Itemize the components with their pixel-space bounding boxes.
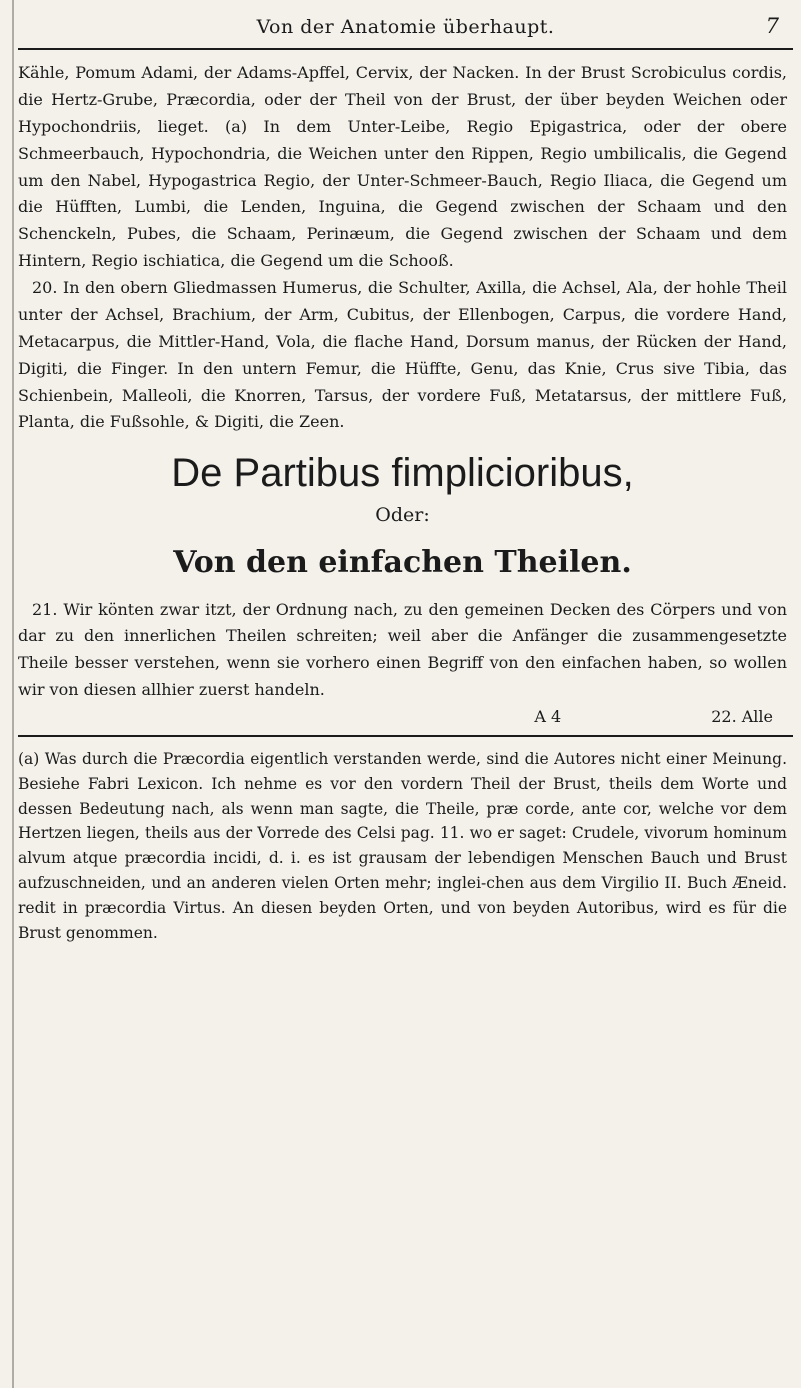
running-header xyxy=(18,10,793,46)
section-title-latin: De Partibus fimplicioribus, xyxy=(171,451,634,496)
main-text xyxy=(18,60,793,731)
running-head-title: Von der Anatomie überhaupt. xyxy=(256,16,555,38)
paragraph-21: 21. Wir könten zwar itzt, der Ordnung nach, zu den gemeinen Decken des Cörpers und von dar zu den innerlichen Theilen schreiten; weil aber die Anfänger die zusammengesetzte Theile besser verstehen, wenn sie vorhero einen Begriff von den einfachen haben, so wollen wir von diesen allhier zuerst handeln. xyxy=(18,599,787,700)
signature-line xyxy=(18,704,787,731)
page-number: 7 xyxy=(765,14,779,38)
section-oder: Oder: xyxy=(375,504,430,527)
paragraph-19-continued: Kähle, Pomum Adami, der Adams-Apffel, Cervix, der Nacken. In der Brust Scrobiculus cordis, die Hertz-Grube, Præcordia, oder der Theil von der Brust, der über beyden Weichen oder Hypochondriis, lieget. (a) In dem Unter-Leibe, Regio Epigastrica, oder der obere Schmeerbauch, Hypochondria, die Weichen unter den Rippen, Regio umbilicalis, die Gegend um den Nabel, Hypogastrica Regio, der Unter-Schmeer-Bauch, Regio Iliaca, die Gegend um die Hüfften, Lumbi, die Lenden, Inguina, die Gegend zwischen der Schaam und den Schenckeln, Pubes, die Schaam, Perinæum, die Gegend zwischen der Schaam und dem Hintern, Regio ischiatica, die Gegend um die Schooß. xyxy=(18,63,787,271)
book-page xyxy=(18,10,793,945)
catchword: 22. Alle xyxy=(711,707,773,727)
binding-edge-line xyxy=(12,0,14,1388)
paragraph-20: 20. In den obern Gliedmassen Humerus, die Schulter, Axilla, die Achsel, Ala, der hohle Theil unter der Achsel, Brachium, der Arm, Cubitus, der Ellenbogen, Carpus, die vordere Hand, Metacarpus, die Mittler-Hand, Vola, die flache Hand, Dorsum manus, der Rücken der Hand, Digiti, die Finger. In den untern Femur, die Hüffte, Genu, das Knie, Crus sive Tibia, das Schienbein, Malleoli, die Knorren, Tarsus, der vordere Fuß, Metatarsus, der mittlere Fuß, Planta, die Fußsohle, & Digiti, die Zeen. xyxy=(18,278,787,432)
section-title-german: Von den einfachen Theilen. xyxy=(173,545,632,581)
signature-mark: A 4 xyxy=(534,707,562,727)
footnote-a: (a) Was durch die Præcordia eigentlich verstanden werde, sind die Autores nicht einer Meinung. Besiehe Fabri Lexicon. Ich nehme es vor den vordern Theil der Brust, theils dem Worte und dessen Bedeutung nach, als wenn man sagte, die Theile, præ corde, ante cor, welche vor dem Hertzen liegen, theils aus der Vorrede des Celsi pag. 11. wo er saget: Crudele, vivorum hominum alvum atque præcordia incidi, d. i. es ist grausam der lebendigen Menschen Bauch und Brust aufzuschneiden, und an anderen vielen Orten mehr; inglei-chen aus dem Virgilio II. Buch Æneid. redit in præcordia Virtus. An diesen beyden Orten, und von beyden Autoribus, wird es für die Brust genommen. xyxy=(18,749,787,942)
footnote-rule xyxy=(18,735,793,737)
header-rule xyxy=(18,48,793,50)
